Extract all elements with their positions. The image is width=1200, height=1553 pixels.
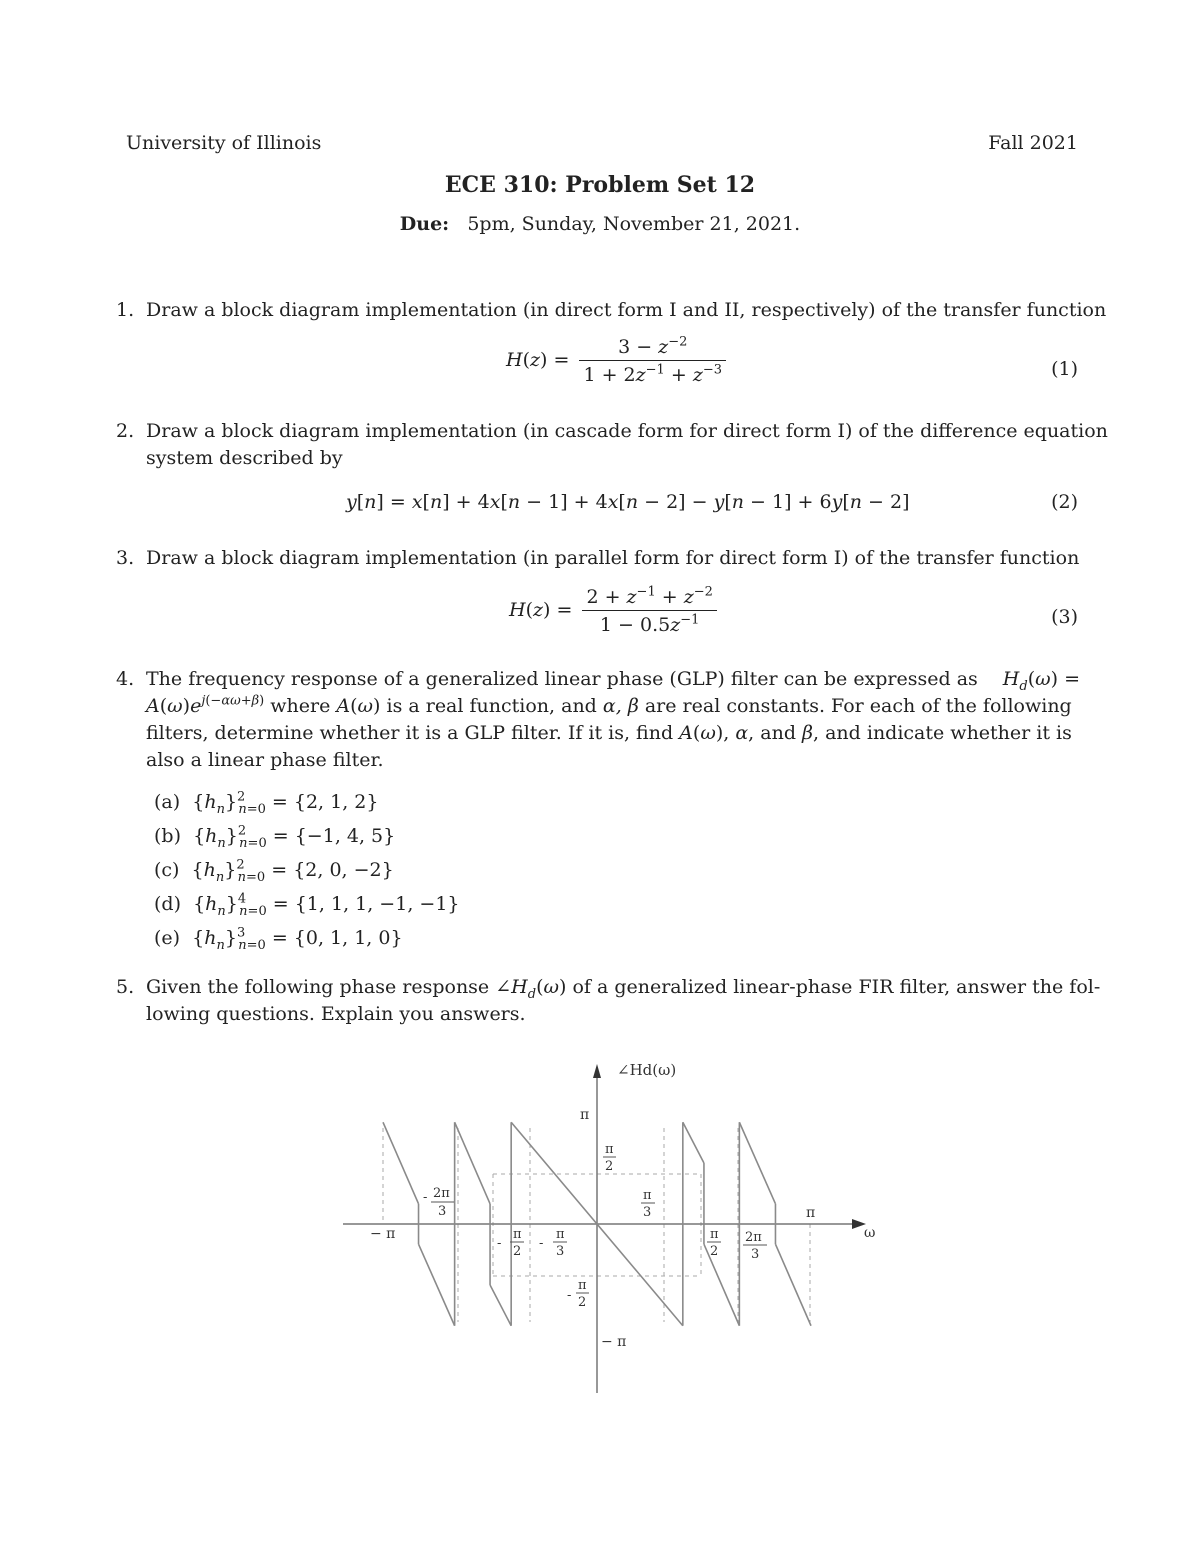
svg-text:3: 3: [438, 1204, 447, 1219]
university-name: University of Illinois: [126, 132, 322, 154]
list-item: (b) $\{h_n\}^2_{n=0} = \{-1$, 4, 5}: [154, 823, 396, 851]
y-tick-label: [423, 1186, 454, 1219]
svg-text:π: π: [513, 1227, 522, 1242]
problem-1-number: 1.: [116, 299, 135, 321]
svg-text:-: -: [497, 1236, 502, 1251]
problem-5-line-2: lowing questions. Explain you answers.: [146, 1003, 526, 1025]
problem-5-number: 5.: [116, 976, 135, 998]
y-tick-label: − π: [601, 1334, 627, 1350]
equation-3: H(z) = $\frac{2 + z^{-1} + z^{-2}}{1 - 0.5z^{-1}}$: [509, 586, 717, 636]
term: Fall 2021: [988, 132, 1078, 154]
list-item: (d) $\{h_n\}^4_{n=0} = \{1$, 1, 1, −1, −1}: [154, 891, 460, 919]
equation-2: y[n] = x[n] + 4x[n − 1] + 4x[n − 2] − y[n − 1] + 6y[n − 2]: [346, 491, 910, 513]
problem-2-number: 2.: [116, 420, 135, 442]
phase-segment: [490, 1285, 511, 1326]
x-tick-label: [743, 1230, 767, 1262]
x-tick-label: π: [806, 1205, 816, 1221]
y-axis-label: ∠Hd(ω): [617, 1061, 677, 1079]
problem-4-number: 4.: [116, 668, 135, 690]
problem-1-text: Draw a block diagram implementation (in direct form I and II, respectively) of the transfer function: [146, 299, 1107, 321]
due-label: Due:: [399, 213, 450, 235]
phase-segment: [419, 1244, 455, 1326]
svg-text:3: 3: [556, 1244, 565, 1259]
phase-segment: [455, 1122, 490, 1204]
x-tick-label: [707, 1227, 721, 1259]
y-tick-label: [567, 1278, 589, 1310]
svg-text:π: π: [605, 1142, 614, 1157]
svg-text:2π: 2π: [433, 1186, 450, 1201]
problem-2-text-cont: system described by: [146, 447, 343, 469]
equation-1: H(z) = $\frac{3 - z^{-2}}{1 + 2z^{-1} + z^{-3}}$: [506, 336, 726, 386]
problem-3-number: 3.: [116, 547, 135, 569]
x-axis-label: ω: [864, 1225, 876, 1241]
phase-segment: [775, 1244, 811, 1326]
equation-1-number: (1): [1051, 358, 1078, 380]
svg-text:2: 2: [578, 1295, 587, 1310]
svg-text:2: 2: [710, 1244, 719, 1259]
phase-segment: [383, 1122, 419, 1204]
svg-text:2: 2: [605, 1159, 614, 1174]
phase-segment: [739, 1122, 775, 1204]
problem-4-line-4: also a linear phase filter.: [146, 749, 384, 771]
phase-segment: [683, 1122, 704, 1163]
problem-4-line-2: $A(\omega)e^{j(-\alpha\omega+\beta)}$ where A(ω) is a real function, and α, β are real constants. For each of the following: [146, 693, 1072, 717]
equation-2-number: (2): [1051, 491, 1078, 513]
svg-text:-: -: [423, 1190, 428, 1205]
svg-text:3: 3: [643, 1205, 652, 1220]
list-item: (a) $\{h_n\}^2_{n=0} = \{2$, 1, 2}: [154, 789, 379, 817]
page-title: ECE 310: Problem Set 12: [444, 172, 756, 198]
problem-3-text: Draw a block diagram implementation (in parallel form for direct form I) of the transfer function: [146, 547, 1080, 569]
list-item: (c) $\{h_n\}^2_{n=0} = \{2$, 0, −2}: [154, 857, 394, 885]
svg-text:π: π: [578, 1278, 587, 1293]
svg-text:-: -: [567, 1288, 572, 1303]
problem-2-text: Draw a block diagram implementation (in cascade form for direct form I) of the difference equation: [146, 420, 1108, 442]
problem-4-line-1: The frequency response of a generalized linear phase (GLP) filter can be expressed as $H_d(\omega)$ =: [146, 668, 1080, 694]
y-axis-arrow: [593, 1064, 601, 1078]
x-tick-label: [539, 1227, 567, 1259]
x-tick-label: − π: [370, 1226, 396, 1242]
svg-text:3: 3: [751, 1247, 760, 1262]
svg-text:-: -: [539, 1236, 544, 1251]
y-tick-label: [641, 1188, 655, 1220]
svg-text:π: π: [643, 1188, 652, 1203]
svg-text:2π: 2π: [745, 1230, 762, 1245]
y-tick-label: [603, 1142, 616, 1174]
y-tick-label: π: [580, 1107, 590, 1123]
problem-4-line-3: filters, determine whether it is a GLP filter. If it is, find A(ω), α, and β, and indicate whether it is: [146, 722, 1072, 744]
equation-3-number: (3): [1051, 606, 1078, 628]
svg-text:π: π: [710, 1227, 719, 1242]
svg-text:2: 2: [513, 1244, 522, 1259]
problem-5-line-1: Given the following phase response $\angle H_d(\omega)$ of a generalized linear-phase FIR filter, answer the fol-: [146, 976, 1101, 1002]
due-date: 5pm, Sunday, November 21, 2021.: [467, 213, 801, 235]
list-item: (e) $\{h_n\}^3_{n=0} = \{0$, 1, 1, 0}: [154, 925, 403, 953]
svg-text:π: π: [556, 1227, 565, 1242]
